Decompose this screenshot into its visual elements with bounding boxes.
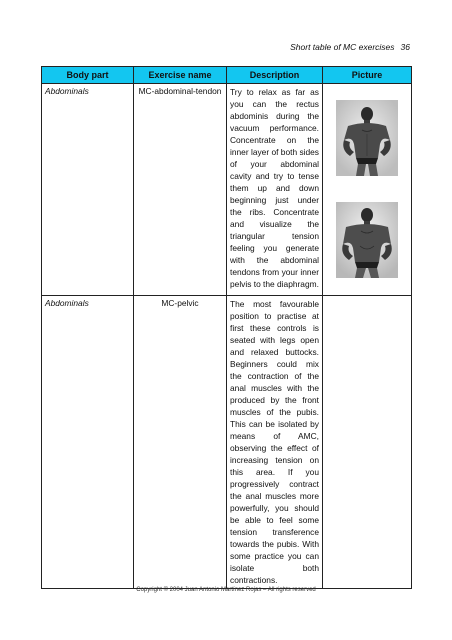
body-part-cell: Abdominals — [42, 84, 134, 296]
col-header-picture: Picture — [323, 67, 412, 84]
body-part-cell: Abdominals — [42, 296, 134, 589]
picture-cell — [323, 84, 412, 296]
running-header — [290, 42, 410, 52]
col-header-description: Description — [227, 67, 323, 84]
page-number: 36 — [400, 42, 410, 52]
header-title: Short table of MC exercises — [290, 42, 395, 52]
table-row — [42, 296, 412, 589]
picture-cell — [323, 296, 412, 589]
col-header-exercise-name: Exercise name — [134, 67, 227, 84]
exercise-name-cell: MC-abdominal-tendon — [134, 84, 227, 296]
col-header-body-part: Body part — [42, 67, 134, 84]
exercise-name-cell: MC-pelvic — [134, 296, 227, 589]
bodybuilder-photo-1 — [336, 100, 398, 176]
exercise-table — [41, 66, 412, 589]
description-cell: Try to relax as far as you can the rectus abdominis during the vacuum performance. Concentrate on the inner layer of both sides of your abdominal cavity and try to tense them up and down beginning just under the ribs. Concentrate and visualize the triangular tension feeling you generate with the abdominal tendons from your inner pelvis to the diaphragm. — [227, 84, 323, 296]
table-header-row — [42, 67, 412, 84]
bodybuilder-photo-2 — [336, 202, 398, 278]
copyright-footer: Copyright © 2004 Juan Antonio Martínez Rojas – All rights reserved — [136, 587, 316, 593]
description-cell: The most favourable position to practise at first these controls is seated with legs open and relaxed buttocks. Beginners could mix the contraction of the anal muscles with the produced by the front muscles of the pubis. This can be isolated by means of AMC, observing the effect of increasing tension on this area. If you progressively contract the anal muscles more powerfully, you should be able to feel some tension transference towards the pubis. With some practice you can isolate both contractions. — [227, 296, 323, 589]
table-row — [42, 84, 412, 296]
